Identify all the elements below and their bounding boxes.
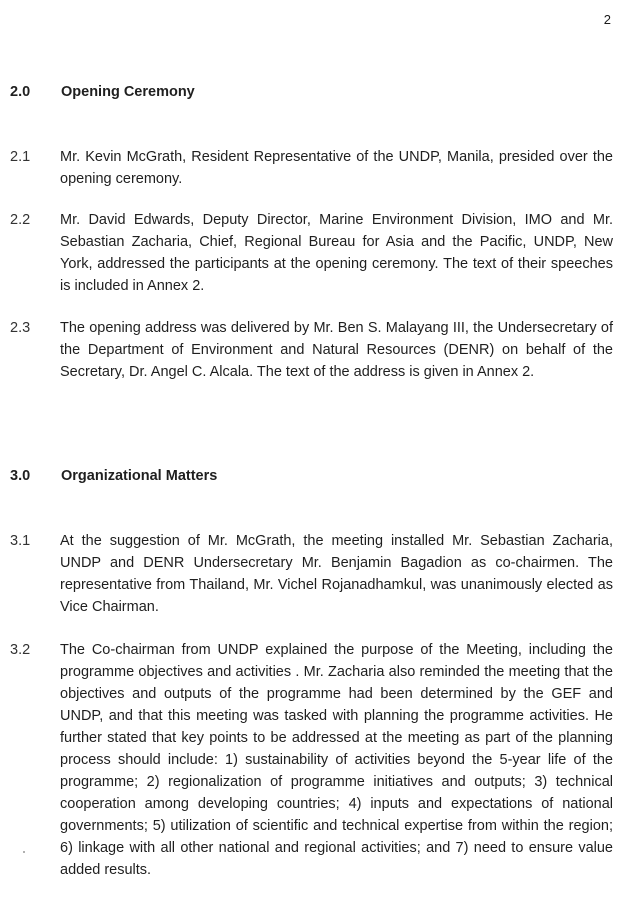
page-number: 2 (603, 12, 611, 27)
scan-speck (23, 851, 25, 853)
section-number: 3.0 (10, 468, 31, 484)
paragraph-number: 2.2 (10, 212, 31, 228)
paragraph-number: 3.2 (10, 642, 31, 658)
section-number: 2.0 (10, 84, 31, 100)
paragraph-text: Mr. Kevin McGrath, Resident Representative of the UNDP, Manila, presided over the opening ceremony. (60, 149, 613, 187)
section-title: Opening Ceremony (61, 84, 195, 100)
paragraph-number: 2.3 (10, 320, 31, 336)
paragraph-number: 3.1 (10, 533, 31, 549)
section-title: Organizational Matters (61, 468, 218, 484)
paragraph-text: Mr. David Edwards, Deputy Director, Marine Environment Division, IMO and Mr. Sebastian Zacharia, Chief, Regional Bureau for Asia and the Pacific, UNDP, New York, addressed the participants at the opening ceremony. The text of their speeches is included in Annex 2. (60, 212, 613, 294)
paragraph-number: 2.1 (10, 149, 31, 165)
paragraph-text: The opening address was delivered by Mr. Ben S. Malayang III, the Undersecretary of the Department of Environment and Natural Resources (DENR) on behalf of the Secretary, Dr. Angel C. Alcala. The text of the address is given in Annex 2. (60, 320, 613, 380)
paragraph-text: The Co-chairman from UNDP explained the purpose of the Meeting, including the programme objectives and activities . Mr. Zacharia also reminded the meeting that the objectives and outputs of the programme had been determined by the GEF and UNDP, and that this meeting was tasked with planning the programme activities. He further stated that key points to be addressed at the meeting as part of the planning process should include: 1) sustainability of activities beyond the 5-year life of the programme; 2) regionalization of programme initiatives and outputs; 3) technical cooperation among developing countries; 4) inputs and expectations of national governments; 5) utilization of scientific and technical expertise from within the region; 6) linkage with all other national and regional activities; and 7) need to ensure value added results. (60, 642, 613, 878)
paragraph-text: At the suggestion of Mr. McGrath, the meeting installed Mr. Sebastian Zacharia, UNDP and DENR Undersecretary Mr. Benjamin Bagadion as co-chairmen. The representative from Thailand, Mr. Vichel Rojanadhamkul, was unanimously elected as Vice Chairman. (60, 533, 613, 615)
